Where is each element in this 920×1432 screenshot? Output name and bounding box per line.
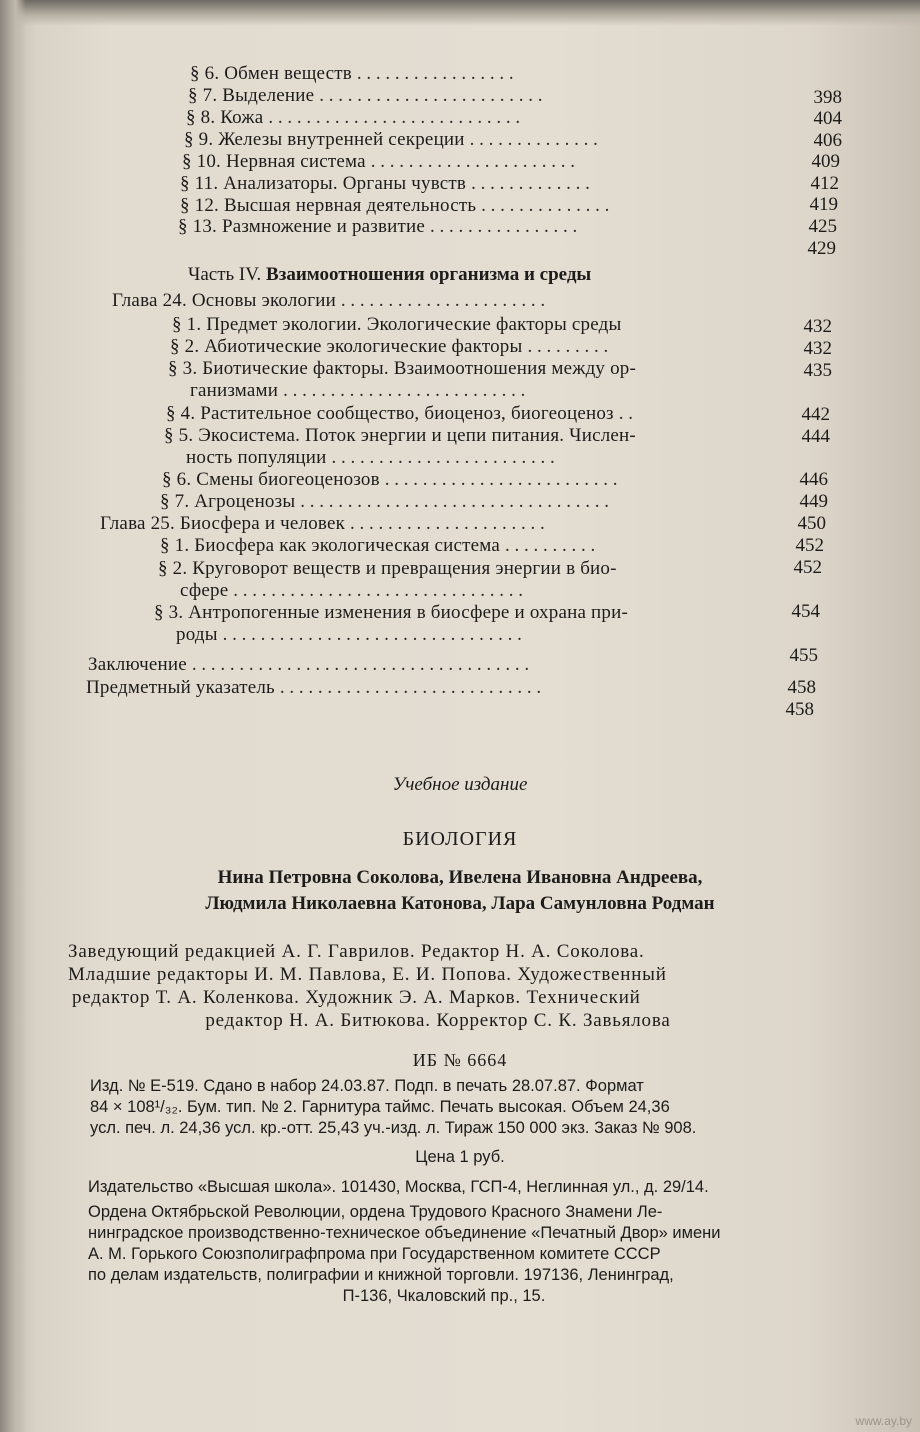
- toc-entry-text: § 8. Кожа: [186, 107, 264, 128]
- toc-page-number: 429: [807, 238, 836, 259]
- staff-line: редактор Н. А. Битюкова. Корректор С. К. Завьялова: [205, 1010, 671, 1031]
- toc-entry-text: § 5. Экосистема. Поток энергии и цепи питания. Числен-: [164, 425, 636, 446]
- toc-entry: [182, 151, 575, 173]
- toc-page-number: 442: [801, 404, 830, 425]
- toc-leader-dots: . . . . . . . . . . . . . . . . . . . . . . . . .: [384, 469, 618, 490]
- toc-page-number: 419: [809, 194, 838, 215]
- toc-page-number: 404: [813, 108, 842, 129]
- toc-entry: [158, 558, 617, 580]
- tech-line: усл. печ. л. 24,36 усл. кр.-отт. 25,43 уч.-изд. л. Тираж 150 000 экз. Заказ № 908.: [90, 1119, 697, 1137]
- toc-entry: [160, 535, 595, 557]
- staff-line: Младшие редакторы И. М. Павлова, Е. И. Попова. Художественный: [68, 964, 667, 985]
- chapter-title: Глава 25. Биосфера и человек: [100, 513, 346, 534]
- toc-page-number: 425: [808, 216, 837, 237]
- toc-entry: [170, 336, 608, 358]
- toc-entry: [162, 469, 618, 491]
- toc-page-number: 452: [795, 535, 824, 556]
- toc-leader-dots: . . . . . . . . . .: [504, 535, 596, 556]
- toc-page-number: 454: [791, 601, 820, 622]
- authors-line: Людмила Николаевна Катонова, Лара Самунловна Родман: [205, 893, 715, 914]
- toc-entry-text: § 1. Предмет экологии. Экологические факторы среды: [172, 314, 622, 335]
- toc-leader-dots: . . . . . . . . . . . . . .: [481, 195, 610, 216]
- toc-entry-text: сфере: [180, 580, 229, 601]
- toc-entry-text: ганизмами: [190, 380, 279, 401]
- toc-entry-text: роды: [176, 624, 218, 645]
- toc-chapter: [100, 513, 545, 535]
- printer-line: Ордена Октябрьской Революции, ордена Трудового Красного Знамени Ле-: [88, 1203, 663, 1221]
- toc-entry-text: § 11. Анализаторы. Органы чувств: [180, 173, 467, 194]
- watermark: www.ay.by: [855, 1414, 912, 1428]
- chapter-title: Глава 24. Основы экологии: [112, 290, 336, 311]
- toc-leader-dots: . . . . . . . . . . . . . . . . . . . . .: [349, 513, 545, 534]
- toc-entry-text: § 3. Антропогенные изменения в биосфере и охрана при-: [154, 602, 629, 623]
- toc-page-number: 398: [813, 87, 842, 108]
- staff-line: Заведующий редакцией А. Г. Гаврилов. Редактор Н. А. Соколова.: [68, 941, 645, 962]
- toc-page-number: 446: [799, 469, 828, 490]
- toc-entry: [154, 602, 628, 624]
- page-top-shadow: [0, 0, 920, 26]
- toc-entry-text: § 6. Смены биогеоценозов: [162, 469, 380, 490]
- toc-entry: [180, 195, 609, 217]
- toc-entry-text: § 4. Растительное сообщество, биоценоз, биогеоценоз: [166, 403, 614, 424]
- toc-entry-text: § 12. Высшая нервная деятельность: [180, 195, 477, 216]
- toc-entry-continuation: [190, 380, 525, 402]
- toc-leader-dots: . . . . . . . . . . . . . .: [469, 129, 598, 150]
- toc-entry: [166, 403, 633, 425]
- toc-page-number: 412: [810, 173, 839, 194]
- toc-leader-dots: . . . . . . . . .: [527, 336, 609, 357]
- book-title: БИОЛОГИЯ: [402, 828, 518, 850]
- price: Цена 1 руб.: [415, 1148, 505, 1166]
- toc-entry-text: § 6. Обмен веществ: [190, 63, 352, 84]
- toc-page-number: 458: [785, 699, 814, 720]
- publisher: Издательство «Высшая школа». 101430, Москва, ГСП-4, Неглинная ул., д. 29/14.: [88, 1178, 709, 1196]
- page-gutter-shadow: [0, 0, 26, 1432]
- toc-entry: [168, 358, 636, 380]
- toc-page-number: 406: [813, 130, 842, 151]
- printer-info: [88, 1202, 800, 1307]
- printer-line: нинградское производственно-техническое объединение «Печатный Двор» имени: [88, 1224, 721, 1242]
- toc-leader-dots: . . . . . . . . . . . . . . . . . . . . . . . . . .: [283, 380, 526, 401]
- ib-number: ИБ № 6664: [412, 1050, 508, 1070]
- toc-entry: [186, 107, 520, 129]
- toc-entry: [164, 425, 636, 447]
- toc-leader-dots: . . . . . . . . . . . . . . . . . . . . . . . .: [331, 447, 555, 468]
- tech-line: Изд. № Е-519. Сдано в набор 24.03.87. Подп. в печать 28.07.87. Формат: [90, 1077, 644, 1095]
- editorial-staff: [68, 940, 808, 1032]
- toc-leader-dots: . . . . . . . . . . . . . . . . . . . . . . . . . . . . . . . . .: [300, 491, 610, 512]
- toc-entry: [160, 491, 609, 513]
- toc-page-number: 449: [799, 491, 828, 512]
- toc-leader-dots: . . . . . . . . . . . . . . . . . . . . . . . . . . . . . . . . . . . .: [191, 654, 530, 675]
- toc-entry-text: § 9. Железы внутренней секреции: [184, 129, 465, 150]
- toc-entry-text: § 2. Круговорот веществ и превращения энергии в био-: [158, 558, 617, 579]
- toc-entry: [88, 654, 529, 676]
- toc-page-number: 444: [801, 426, 830, 447]
- toc-entry-continuation: [176, 624, 522, 646]
- part-number: Часть IV.: [188, 264, 262, 285]
- toc-entry-text: § 3. Биотические факторы. Взаимоотношения между ор-: [168, 358, 637, 379]
- toc-leader-dots: . . . . . . . . . . . . . . . . . . . . . .: [370, 151, 575, 172]
- toc-page-number: 432: [803, 316, 832, 337]
- toc-page-number: 432: [803, 338, 832, 359]
- toc-leader-dots: . . . . . . . . . . . . . . . . . . . . . . . . . . . . . . . .: [222, 624, 522, 645]
- toc-entry: [86, 677, 541, 699]
- part-heading: [188, 264, 591, 286]
- toc-leader-dots: . . . . . . . . . . . . . . . . . . . . . .: [340, 290, 546, 311]
- printer-line: П-136, Чкаловский пр., 15.: [342, 1287, 546, 1305]
- toc-page-number: 458: [787, 677, 816, 698]
- toc-entry: [190, 63, 514, 85]
- toc-chapter: [112, 290, 545, 312]
- toc-entry-continuation: [186, 447, 555, 469]
- toc-entry-text: ность популяции: [186, 447, 327, 468]
- toc-leader-dots: . .: [618, 403, 633, 424]
- toc-leader-dots: . . . . . . . . . . . . . . . . . . . . . . . . . . .: [268, 107, 521, 128]
- toc-entry-text: § 1. Биосфера как экологическая система: [160, 535, 501, 556]
- toc-entry-text: § 7. Агроценозы: [160, 491, 296, 512]
- printer-line: А. М. Горького Союзполиграфпрома при Государственном комитете СССР: [88, 1245, 661, 1263]
- tech-line: 84 × 108¹/₃₂. Бум. тип. № 2. Гарнитура таймс. Печать высокая. Объем 24,36: [90, 1098, 670, 1116]
- toc-leader-dots: . . . . . . . . . . . . . . . . . . . . . . . . . . . .: [279, 677, 542, 698]
- toc-page-number: 450: [797, 513, 826, 534]
- toc-leader-dots: . . . . . . . . . . . . . . . . .: [356, 63, 514, 84]
- toc-entry-text: Заключение: [88, 654, 187, 675]
- toc-entry-text: § 10. Нервная система: [182, 151, 366, 172]
- staff-line: редактор Т. А. Коленкова. Художник Э. А. Марков. Технический: [72, 987, 641, 1008]
- toc-entry-text: § 13. Размножение и развитие: [178, 216, 426, 237]
- toc-leader-dots: . . . . . . . . . . . . . . . . . . . . . . . . . . . . . . .: [233, 580, 524, 601]
- toc-entry: [184, 129, 598, 151]
- toc-page-number: 435: [803, 360, 832, 381]
- toc-page-number: 455: [789, 645, 818, 666]
- toc-entry: [172, 314, 621, 336]
- part-title: Взаимоотношения организма и среды: [266, 264, 592, 285]
- toc-entry-text: § 7. Выделение: [188, 85, 315, 106]
- toc-page-number: 452: [793, 557, 822, 578]
- toc-leader-dots: . . . . . . . . . . . . . . . .: [430, 216, 578, 237]
- toc-entry: [188, 85, 542, 107]
- toc-entry-text: § 2. Абиотические экологические факторы: [170, 336, 523, 357]
- printer-line: по делам издательств, полиграфии и книжной торговли. 197136, Ленинград,: [88, 1266, 674, 1284]
- toc-leader-dots: . . . . . . . . . . . . .: [471, 173, 590, 194]
- toc-entry-text: Предметный указатель: [86, 677, 275, 698]
- toc-entry: [178, 216, 577, 238]
- authors-line: Нина Петровна Соколова, Ивелена Ивановна Андреева,: [217, 867, 703, 888]
- edition-label: Учебное издание: [392, 774, 528, 795]
- technical-details: [90, 1076, 812, 1139]
- toc-leader-dots: . . . . . . . . . . . . . . . . . . . . . . . .: [319, 85, 543, 106]
- toc-entry-continuation: [180, 580, 523, 602]
- toc-page-number: 409: [811, 151, 840, 172]
- toc-entry: [180, 173, 590, 195]
